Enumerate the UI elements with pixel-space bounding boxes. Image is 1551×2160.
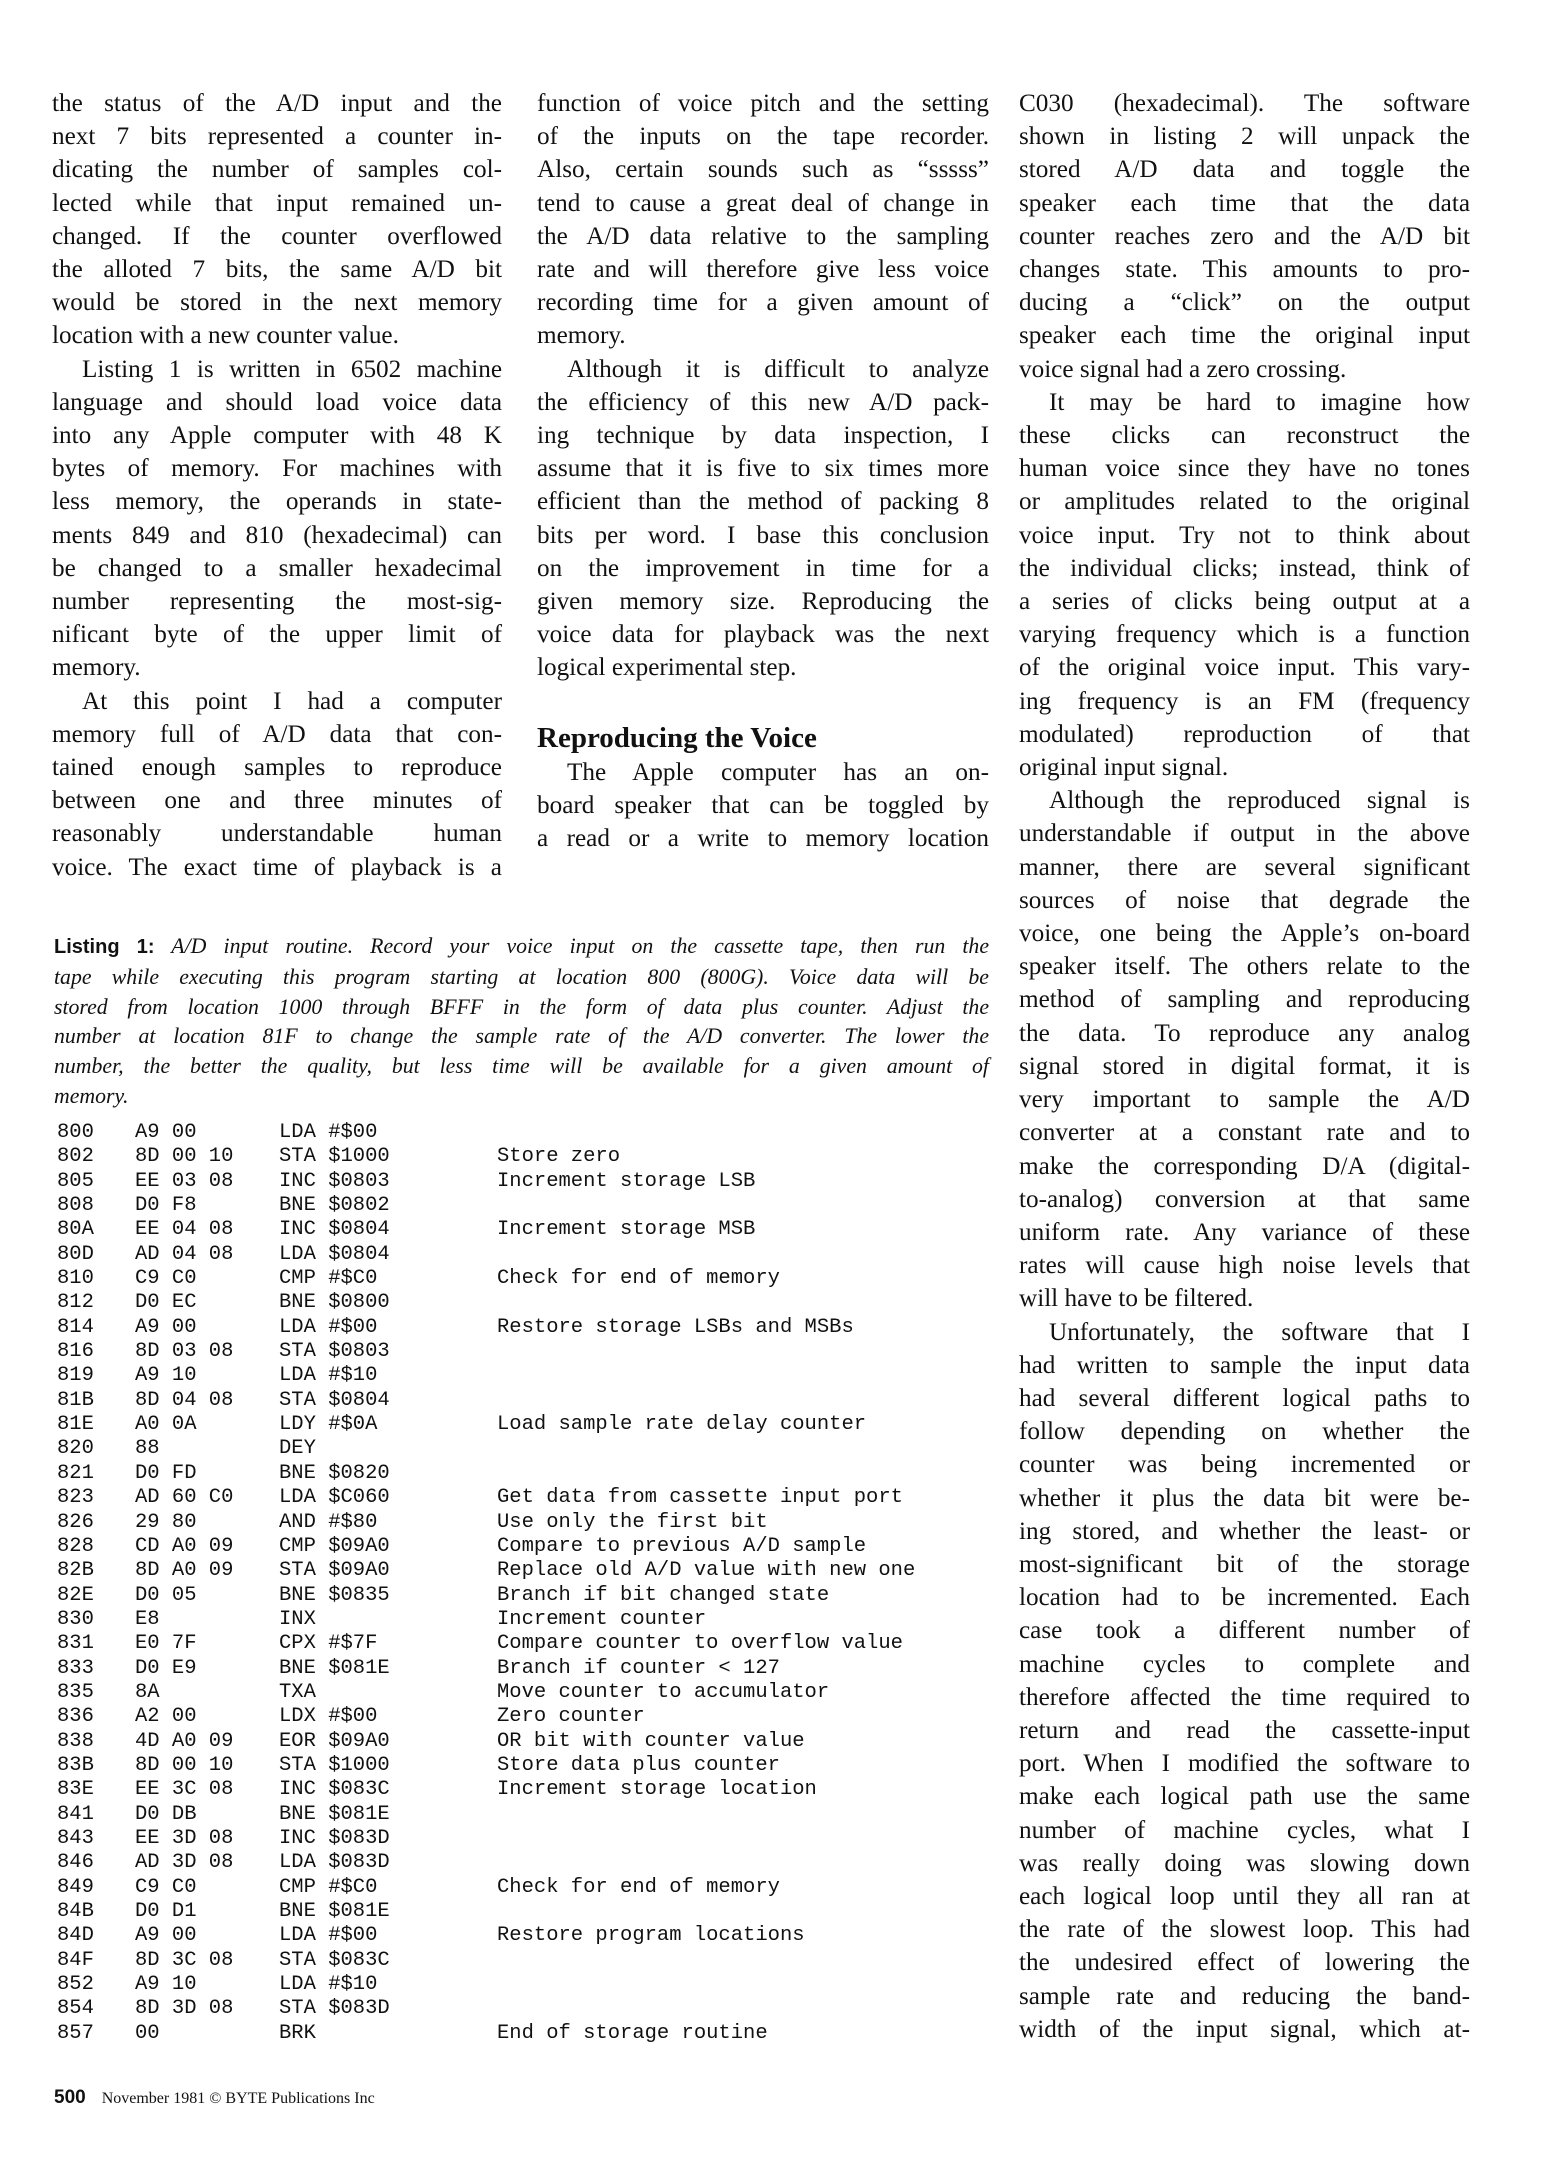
listing-instruction: INC $083C xyxy=(279,1778,390,1802)
text-line: human voice since they have no tones xyxy=(1019,455,1470,483)
text-line: into any Apple computer with 48 K xyxy=(52,422,502,450)
text-line: speaker each time the original input xyxy=(1019,322,1470,350)
text-line: these clicks can reconstruct the xyxy=(1019,422,1470,450)
text-line: the efficiency of this new A/D pack- xyxy=(537,388,989,416)
text-line: counter was being incremented or xyxy=(1019,1451,1470,1479)
text-line: counter reaches zero and the A/D bit xyxy=(1019,222,1470,250)
text-line: manner, there are several significant xyxy=(1019,853,1470,881)
listing-hex-bytes: C9 C0 xyxy=(135,1267,197,1291)
listing-row xyxy=(57,1803,997,1827)
text-line: function of voice pitch and the setting xyxy=(537,90,989,117)
listing-instruction: LDA $083D xyxy=(279,1851,390,1875)
listing-row xyxy=(57,1705,997,1729)
listing-address: 84F xyxy=(57,1948,94,1972)
listing-instruction: LDA $C060 xyxy=(279,1486,390,1510)
listing-row xyxy=(57,1876,997,1900)
listing-comment: Increment storage location xyxy=(497,1778,817,1802)
listing-row xyxy=(57,1997,997,2021)
text-line: modulated) reproduction of that xyxy=(1019,720,1470,748)
listing-address: 854 xyxy=(57,1997,94,2021)
caption-line xyxy=(54,932,989,963)
listing-hex-bytes: A0 0A xyxy=(135,1413,197,1437)
text-line: very important to sample the A/D xyxy=(1019,1086,1470,1114)
listing-row xyxy=(57,1584,997,1608)
listing-instruction: CMP $09A0 xyxy=(279,1534,390,1558)
listing-instruction: STA $1000 xyxy=(279,1753,390,1777)
listing-hex-bytes: A9 00 xyxy=(135,1924,197,1948)
listing-hex-bytes: 29 80 xyxy=(135,1510,197,1534)
listing-instruction: INX xyxy=(279,1607,316,1631)
listing-comment: Store data plus counter xyxy=(497,1753,780,1777)
listing-address: 80A xyxy=(57,1218,94,1242)
listing-instruction: STA $083C xyxy=(279,1948,390,1972)
listing-hex-bytes: 8A xyxy=(135,1680,160,1704)
listing-comment: Store zero xyxy=(497,1145,621,1169)
text-line: voice data for playback was the next xyxy=(537,621,989,649)
listing-row xyxy=(57,1364,997,1388)
listing-address: 84D xyxy=(57,1924,94,1948)
text-line: memory. xyxy=(52,654,141,682)
listing-comment: Move counter to accumulator xyxy=(497,1680,830,1704)
text-line: less memory, the operands in state- xyxy=(52,488,502,516)
text-line: port. When I modified the software to xyxy=(1019,1750,1470,1778)
listing-comment: Get data from cassette input port xyxy=(497,1486,903,1510)
text-line: reasonably understandable human xyxy=(52,820,502,848)
listing-comment: Load sample rate delay counter xyxy=(497,1413,867,1437)
text-line: Although it is difficult to analyze xyxy=(567,355,989,383)
listing-row xyxy=(57,1657,997,1681)
text-line: memory. xyxy=(537,322,626,350)
listing-comment: Branch if counter < 127 xyxy=(497,1656,780,1680)
listing-address: 816 xyxy=(57,1340,94,1364)
listing-instruction: STA $1000 xyxy=(279,1145,390,1169)
listing-instruction: BNE $081E xyxy=(279,1802,390,1826)
page-number: 500 xyxy=(54,2087,86,2108)
text-line: Although the reproduced signal is xyxy=(1049,787,1470,815)
listing-row xyxy=(57,1730,997,1754)
listing-row xyxy=(57,1218,997,1242)
listing-row xyxy=(57,1243,997,1267)
text-line: return and read the cassette-input xyxy=(1019,1716,1470,1744)
text-line: the data. To reproduce any analog xyxy=(1019,1019,1470,1047)
listing-address: 849 xyxy=(57,1875,94,1899)
text-line: understandable if output in the above xyxy=(1019,820,1470,848)
text-line: ing frequency is an FM (frequency xyxy=(1019,687,1470,715)
listing-row xyxy=(57,1632,997,1656)
listing-row xyxy=(57,1340,997,1364)
listing-address: 838 xyxy=(57,1729,94,1753)
text-line: sample rate and reducing the band- xyxy=(1019,1982,1470,2010)
listing-address: 802 xyxy=(57,1145,94,1169)
listing-row xyxy=(57,1754,997,1778)
article-column-1 xyxy=(52,87,502,884)
listing-hex-bytes: 8D A0 09 xyxy=(135,1559,234,1583)
text-line: was really doing was slowing down xyxy=(1019,1849,1470,1877)
listing-instruction: LDX #$00 xyxy=(279,1705,378,1729)
caption-line: memory. xyxy=(54,1083,129,1108)
listing-address: 83B xyxy=(57,1753,94,1777)
caption-line: stored from location 1000 through BFFF in the form of data plus counter. Adjust the xyxy=(54,994,989,1019)
text-line: the individual clicks; instead, think of xyxy=(1019,554,1470,582)
listing-hex-bytes: EE 04 08 xyxy=(135,1218,234,1242)
listing-hex-bytes: C9 C0 xyxy=(135,1875,197,1899)
listing-instruction: BNE $0802 xyxy=(279,1194,390,1218)
listing-address: 80D xyxy=(57,1242,94,1266)
listing-hex-bytes: 88 xyxy=(135,1437,160,1461)
listing-instruction: BRK xyxy=(279,2021,316,2045)
publication-credit: November 1981 © BYTE Publications Inc xyxy=(101,2090,375,2107)
text-line: rate and will therefore give less voice xyxy=(537,256,989,284)
listing-instruction: LDA #$00 xyxy=(279,1315,378,1339)
text-line: nificant byte of the upper limit of xyxy=(52,621,502,649)
listing-hex-bytes: CD A0 09 xyxy=(135,1534,234,1558)
listing-instruction: LDA #$00 xyxy=(279,1924,378,1948)
text-line: voice signal had a zero crossing. xyxy=(1019,355,1347,383)
text-line: converter at a constant rate and to xyxy=(1019,1119,1470,1147)
listing-row xyxy=(57,1121,997,1145)
listing-row xyxy=(57,1535,997,1559)
text-line: tend to cause a great deal of change in xyxy=(537,189,989,217)
listing-hex-bytes: D0 05 xyxy=(135,1583,197,1607)
listing-address: 831 xyxy=(57,1632,94,1656)
listing-address: 830 xyxy=(57,1607,94,1631)
listing-comment: Restore program locations xyxy=(497,1924,805,1948)
text-line: the rate of the slowest loop. This had xyxy=(1019,1916,1470,1944)
listing-row xyxy=(57,1973,997,1997)
text-line: method of sampling and reproducing xyxy=(1019,986,1470,1014)
text-line: each logical loop until they all ran at xyxy=(1019,1882,1470,1910)
listing-instruction: LDY #$0A xyxy=(279,1413,378,1437)
listing-address: 81E xyxy=(57,1413,94,1437)
listing-instruction: STA $083D xyxy=(279,1997,390,2021)
listing-row xyxy=(57,1827,997,1851)
listing-row xyxy=(57,1462,997,1486)
text-line: signal stored in digital format, it is xyxy=(1019,1052,1470,1080)
listing-comment: Increment storage MSB xyxy=(497,1218,756,1242)
listing-instruction: STA $0804 xyxy=(279,1388,390,1412)
listing-hex-bytes: 8D 3D 08 xyxy=(135,1997,234,2021)
listing-instruction: CMP #$C0 xyxy=(279,1875,378,1899)
listing-comment: Replace old A/D value with new one xyxy=(497,1559,916,1583)
listing-instruction: BNE $081E xyxy=(279,1900,390,1923)
caption-line: number, the better the quality, but less time will be available for a given amount of xyxy=(54,1054,989,1079)
text-line: make the corresponding D/A (digital- xyxy=(1019,1152,1470,1180)
text-line: follow depending on whether the xyxy=(1019,1418,1470,1446)
text-line: or amplitudes related to the original xyxy=(1019,488,1470,516)
listing-hex-bytes: D0 D1 xyxy=(135,1900,197,1923)
listing-instruction: INC $083D xyxy=(279,1826,390,1850)
article-column-3 xyxy=(1019,87,1470,2046)
listing-comment: Zero counter xyxy=(497,1705,645,1729)
listing-row xyxy=(57,1608,997,1632)
listing-instruction: BNE $0800 xyxy=(279,1291,390,1315)
listing-row xyxy=(57,1291,997,1315)
listing-comment: Compare to previous A/D sample xyxy=(497,1534,867,1558)
listing-address: 84B xyxy=(57,1900,94,1923)
text-line: ing technique by data inspection, I xyxy=(537,422,989,450)
listing-instruction: STA $0803 xyxy=(279,1340,390,1364)
listing-instruction: AND #$80 xyxy=(279,1510,378,1534)
listing-row xyxy=(57,1170,997,1194)
listing-comment: Restore storage LSBs and MSBs xyxy=(497,1315,854,1339)
listing-instruction: EOR $09A0 xyxy=(279,1729,390,1753)
text-line: therefore affected the time required to xyxy=(1019,1683,1470,1711)
listing-comment: Increment storage LSB xyxy=(497,1169,756,1193)
listing-row xyxy=(57,1486,997,1510)
text-line: on the improvement in time for a xyxy=(537,554,989,582)
listing-instruction: STA $09A0 xyxy=(279,1559,390,1583)
listing-address: 810 xyxy=(57,1267,94,1291)
listing-address: 800 xyxy=(57,1121,94,1144)
listing-row xyxy=(57,1194,997,1218)
listing-row xyxy=(57,1389,997,1413)
listing-address: 833 xyxy=(57,1656,94,1680)
text-line: the status of the A/D input and the xyxy=(52,90,502,117)
listing-row xyxy=(57,1949,997,1973)
listing-hex-bytes: 8D 00 10 xyxy=(135,1145,234,1169)
listing-comment: OR bit with counter value xyxy=(497,1729,805,1753)
listing-instruction: LDA #$00 xyxy=(279,1121,378,1144)
listing-address: 841 xyxy=(57,1802,94,1826)
text-line: of the original voice input. This vary- xyxy=(1019,654,1470,682)
text-line: dicating the number of samples col- xyxy=(52,156,502,184)
listing-comment: End of storage routine xyxy=(497,2021,768,2045)
listing-row xyxy=(57,1511,997,1535)
listing-hex-bytes: A2 00 xyxy=(135,1705,197,1729)
text-line: ing stored, and whether the least- or xyxy=(1019,1517,1470,1545)
text-line: bits per word. I base this conclusion xyxy=(537,521,989,549)
text-line: most-significant bit of the storage xyxy=(1019,1550,1470,1578)
listing-address: 828 xyxy=(57,1534,94,1558)
listing-comment: Check for end of memory xyxy=(497,1875,780,1899)
text-line: width of the input signal, which at- xyxy=(1019,2015,1470,2043)
listing-instruction: DEY xyxy=(279,1437,316,1461)
code-listing xyxy=(57,1121,997,2046)
text-line: had written to sample the input data xyxy=(1019,1351,1470,1379)
text-line: Also, certain sounds such as “sssss” xyxy=(537,156,989,184)
listing-row xyxy=(57,1559,997,1583)
text-line: number representing the most-sig- xyxy=(52,588,502,616)
listing-hex-bytes: D0 E9 xyxy=(135,1656,197,1680)
text-line: It may be hard to imagine how xyxy=(1049,388,1470,416)
listing-address: 852 xyxy=(57,1973,94,1997)
text-line: tained enough samples to reproduce xyxy=(52,754,502,782)
listing-hex-bytes: AD 3D 08 xyxy=(135,1851,234,1875)
listing-hex-bytes: EE 03 08 xyxy=(135,1169,234,1193)
listing-address: 819 xyxy=(57,1364,94,1388)
listing-hex-bytes: AD 60 C0 xyxy=(135,1486,234,1510)
caption-line: tape while executing this program starting at location 800 (800G). Voice data will be xyxy=(54,964,989,989)
listing-instruction: BNE $0835 xyxy=(279,1583,390,1607)
listing-instruction: LDA $0804 xyxy=(279,1242,390,1266)
listing-hex-bytes: 8D 00 10 xyxy=(135,1753,234,1777)
text-line: rates will cause high noise levels that xyxy=(1019,1252,1470,1280)
text-line: uniform rate. Any variance of these xyxy=(1019,1218,1470,1246)
listing-instruction: BNE $0820 xyxy=(279,1461,390,1485)
listing-row xyxy=(57,1924,997,1948)
text-line: would be stored in the next memory xyxy=(52,289,502,317)
listing-address: 82E xyxy=(57,1583,94,1607)
paragraph-gap xyxy=(537,685,989,718)
listing-address: 812 xyxy=(57,1291,94,1315)
listing-address: 826 xyxy=(57,1510,94,1534)
text-line: a series of clicks being output at a xyxy=(1019,588,1470,616)
listing-instruction: TXA xyxy=(279,1680,316,1704)
listing-hex-bytes: D0 DB xyxy=(135,1802,197,1826)
listing-hex-bytes: AD 04 08 xyxy=(135,1242,234,1266)
text-line: lected while that input remained un- xyxy=(52,189,502,217)
text-line: shown in listing 2 will unpack the xyxy=(1019,123,1470,151)
listing-comment: Increment counter xyxy=(497,1607,707,1631)
section-heading: Reproducing the Voice xyxy=(537,721,817,754)
listing-instruction: INC $0804 xyxy=(279,1218,390,1242)
text-line: At this point I had a computer xyxy=(82,687,502,715)
listing-hex-bytes: EE 3D 08 xyxy=(135,1826,234,1850)
text-line: bytes of memory. For machines with xyxy=(52,455,502,483)
listing-row xyxy=(57,1437,997,1461)
text-line: between one and three minutes of xyxy=(52,787,502,815)
text-line: number of machine cycles, what I xyxy=(1019,1816,1470,1844)
article-column-2 xyxy=(537,87,989,855)
listing-hex-bytes: A9 10 xyxy=(135,1973,197,1997)
listing-instruction: LDA #$10 xyxy=(279,1364,378,1388)
listing-instruction: BNE $081E xyxy=(279,1656,390,1680)
listing-address: 805 xyxy=(57,1169,94,1193)
listing-address: 836 xyxy=(57,1705,94,1729)
text-line: ducing a “click” on the output xyxy=(1019,289,1470,317)
listing-address: 821 xyxy=(57,1461,94,1485)
text-line: language and should load voice data xyxy=(52,388,502,416)
text-line: case took a different number of xyxy=(1019,1617,1470,1645)
listing-hex-bytes: A9 00 xyxy=(135,1315,197,1339)
listing-row xyxy=(57,1851,997,1875)
listing-hex-bytes: 8D 03 08 xyxy=(135,1340,234,1364)
text-line: had several different logical paths to xyxy=(1019,1384,1470,1412)
listing-address: 843 xyxy=(57,1826,94,1850)
listing-address: 820 xyxy=(57,1437,94,1461)
listing-row xyxy=(57,1413,997,1437)
text-line: assume that it is five to six times more xyxy=(537,455,989,483)
listing-row xyxy=(57,1681,997,1705)
text-line: next 7 bits represented a counter in- xyxy=(52,123,502,151)
caption-line: number at location 81F to change the sample rate of the A/D converter. The lower the xyxy=(54,1024,989,1049)
text-line: changed. If the counter overflowed xyxy=(52,222,502,250)
text-line: memory full of A/D data that con- xyxy=(52,720,502,748)
listing-hex-bytes: D0 EC xyxy=(135,1291,197,1315)
listing-hex-bytes: 4D A0 09 xyxy=(135,1729,234,1753)
text-line: be changed to a smaller hexadecimal xyxy=(52,554,502,582)
text-line: logical experimental step. xyxy=(537,654,797,682)
listing-address: 823 xyxy=(57,1486,94,1510)
text-line: voice input. Try not to think about xyxy=(1019,521,1470,549)
text-line: location had to be incremented. Each xyxy=(1019,1584,1470,1612)
text-line: ments 849 and 810 (hexadecimal) can xyxy=(52,521,502,549)
text-line: machine cycles to complete and xyxy=(1019,1650,1470,1678)
listing-address: 83E xyxy=(57,1778,94,1802)
listing-row xyxy=(57,1316,997,1340)
page-footer xyxy=(54,2087,375,2110)
listing-address: 857 xyxy=(57,2021,94,2045)
listing-address: 814 xyxy=(57,1315,94,1339)
text-line: speaker each time that the data xyxy=(1019,189,1470,217)
listing-row xyxy=(57,1145,997,1169)
listing-address: 808 xyxy=(57,1194,94,1218)
listing-hex-bytes: A9 10 xyxy=(135,1364,197,1388)
listing-instruction: CPX #$7F xyxy=(279,1632,378,1656)
listing-hex-bytes: D0 F8 xyxy=(135,1194,197,1218)
listing-row xyxy=(57,1900,997,1924)
text-line: the alloted 7 bits, the same A/D bit xyxy=(52,256,502,284)
text-line: a read or a write to memory location xyxy=(537,825,989,853)
text-line: the undesired effect of lowering the xyxy=(1019,1949,1470,1977)
listing-hex-bytes: 8D 3C 08 xyxy=(135,1948,234,1972)
listing-comment: Compare counter to overflow value xyxy=(497,1632,903,1656)
text-line: changes state. This amounts to pro- xyxy=(1019,256,1470,284)
text-line: Listing 1 is written in 6502 machine xyxy=(82,355,502,383)
text-line: stored A/D data and toggle the xyxy=(1019,156,1470,184)
text-line: efficient than the method of packing 8 xyxy=(537,488,989,516)
listing-comment: Branch if bit changed state xyxy=(497,1583,830,1607)
text-line: the A/D data relative to the sampling xyxy=(537,222,989,250)
listing-hex-bytes: E8 xyxy=(135,1607,160,1631)
text-line: varying frequency which is a function xyxy=(1019,621,1470,649)
listing-label: Listing 1: xyxy=(54,936,155,958)
listing-hex-bytes: E0 7F xyxy=(135,1632,197,1656)
text-line: make each logical path use the same xyxy=(1019,1783,1470,1811)
text-line: sources of noise that degrade the xyxy=(1019,886,1470,914)
text-line: whether it plus the data bit were be- xyxy=(1019,1484,1470,1512)
listing-hex-bytes: EE 3C 08 xyxy=(135,1778,234,1802)
listing-comment: Use only the first bit xyxy=(497,1510,768,1534)
listing-address: 846 xyxy=(57,1851,94,1875)
listing-instruction: LDA #$10 xyxy=(279,1973,378,1997)
listing-instruction: CMP #$C0 xyxy=(279,1267,378,1291)
listing-caption xyxy=(54,932,989,1112)
listing-hex-bytes: A9 00 xyxy=(135,1121,197,1144)
text-line: of the inputs on the tape recorder. xyxy=(537,123,989,151)
text-line: recording time for a given amount of xyxy=(537,289,989,317)
listing-row xyxy=(57,1267,997,1291)
text-line: voice. The exact time of playback is a xyxy=(52,853,502,881)
listing-hex-bytes: 00 xyxy=(135,2021,160,2045)
text-line: will have to be filtered. xyxy=(1019,1285,1254,1313)
listing-hex-bytes: D0 FD xyxy=(135,1461,197,1485)
caption-text: A/D input routine. Record your voice input on the cassette tape, then run the xyxy=(171,934,990,958)
text-line: The Apple computer has an on- xyxy=(567,758,989,786)
text-line: given memory size. Reproducing the xyxy=(537,588,989,616)
text-line: Unfortunately, the software that I xyxy=(1049,1318,1470,1346)
text-line: to-analog) conversion at that same xyxy=(1019,1185,1470,1213)
listing-hex-bytes: 8D 04 08 xyxy=(135,1388,234,1412)
listing-address: 81B xyxy=(57,1388,94,1412)
listing-row xyxy=(57,2022,997,2046)
listing-comment: Check for end of memory xyxy=(497,1267,780,1291)
text-line: C030 (hexadecimal). The software xyxy=(1019,90,1470,117)
listing-address: 82B xyxy=(57,1559,94,1583)
text-line: board speaker that can be toggled by xyxy=(537,791,989,819)
listing-row xyxy=(57,1778,997,1802)
text-line: voice, one being the Apple’s on-board xyxy=(1019,920,1470,948)
listing-address: 835 xyxy=(57,1680,94,1704)
listing-instruction: INC $0803 xyxy=(279,1169,390,1193)
text-line: speaker itself. The others relate to the xyxy=(1019,953,1470,981)
text-line: original input signal. xyxy=(1019,754,1229,782)
text-line: location with a new counter value. xyxy=(52,322,399,350)
